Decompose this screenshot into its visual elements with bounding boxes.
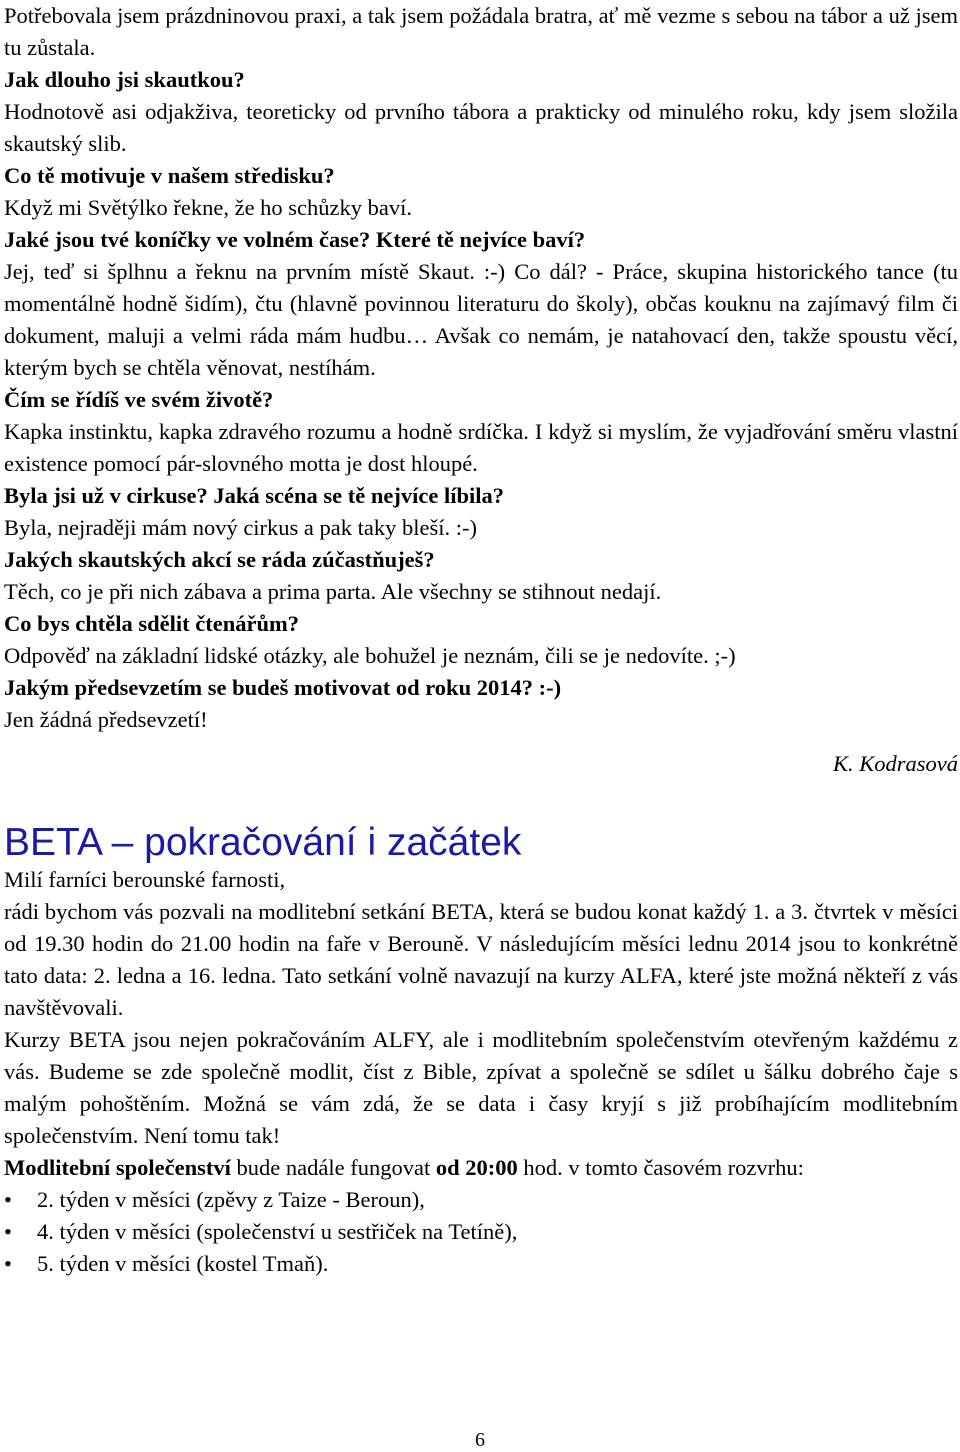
interview-question: Byla jsi už v cirkuse? Jaká scéna se tě nejvíce líbila?: [4, 483, 504, 508]
interview-answer: Kapka instinktu, kapka zdravého rozumu a hodně srdíčka. I když si myslím, že vyjadřování směru vlastní existence pomocí pár-slovného motta je dost hloupé.: [4, 419, 958, 476]
schedule-list: [4, 1184, 958, 1280]
bullet-icon: •: [4, 1219, 12, 1244]
interview-question: Co bys chtěla sdělit čtenářům?: [4, 611, 299, 636]
list-item-text: 4. týden v měsíci (společenství u sestřiček na Tetíně),: [37, 1219, 518, 1244]
page-number: 6: [475, 1429, 485, 1451]
interview-answer: Hodnotově asi odjakživa, teoreticky od prvního tábora a prakticky od minulého roku, kdy jsem složila skautský slib.: [4, 99, 958, 156]
author-signature: K. Kodrasová: [832, 751, 958, 776]
list-item: [4, 1248, 958, 1280]
interview-question: Co tě motivuje v našem středisku?: [4, 163, 335, 188]
paragraph: [4, 1152, 958, 1184]
paragraph: rádi bychom vás pozvali na modlitební setkání BETA, která se budou konat každý 1. a 3. čtvrtek v měsíci od 19.30 hodin do 21.00 hodin na faře v Berouně. V následujícím měsíci lednu 2014 jsou to konkrétně tato data: 2. ledna a 16. ledna. Tato setkání volně navazují na kurzy ALFA, které jste možná někteří z vás navštěvovali.: [4, 899, 958, 1020]
section-heading: BETA – pokračování i začátek: [4, 821, 522, 864]
interview-question: Jak dlouho jsi skautkou?: [4, 67, 245, 92]
text: bude nadále fungovat: [230, 1155, 436, 1180]
interview-answer: Byla, nejraději mám nový cirkus a pak taky bleší. :-): [4, 515, 477, 540]
bold-text: od 20:00: [435, 1155, 518, 1180]
interview-answer: Potřebovala jsem prázdninovou praxi, a tak jsem požádala bratra, ať mě vezme s sebou na tábor a už jsem tu zůstala.: [4, 3, 958, 60]
text: hod. v tomto časovém rozvrhu:: [517, 1155, 804, 1180]
interview-question: Čím se řídíš ve svém životě?: [4, 387, 274, 412]
interview-answer: Jen žádná předsevzetí!: [4, 707, 208, 732]
interview-question: Jakým předsevzetím se budeš motivovat od roku 2014? :-): [4, 675, 562, 700]
list-item: [4, 1184, 958, 1216]
greeting: Milí farníci berounské farnosti,: [4, 867, 286, 892]
interview-answer: Když mi Světýlko řekne, že ho schůzky baví.: [4, 195, 413, 220]
list-item-text: 5. týden v měsíci (kostel Tmaň).: [37, 1251, 329, 1276]
document-page: [4, 0, 958, 1280]
interview-answer: Jej, teď si šplhnu a řeknu na prvním místě Skaut. :-) Co dál? - Práce, skupina historického tance (tu momentálně hodně šidím), čtu (hlavně povinnou literaturu do školy), občas kouknu na zajímavý film či dokument, maluji a velmi ráda mám hudbu… Avšak co nemám, je natahovací den, takže spoustu věcí, kterým bych se chtěla věnovat, nestíhám.: [4, 259, 958, 380]
interview-answer: Těch, co je při nich zábava a prima parta. Ale všechny se stihnout nedají.: [4, 579, 662, 604]
interview: [4, 0, 958, 736]
bold-text: Modlitební společenství: [4, 1155, 231, 1180]
bullet-icon: •: [4, 1251, 12, 1276]
interview-question: Jakých skautských akcí se ráda zúčastňuješ?: [4, 547, 435, 572]
list-item: [4, 1216, 958, 1248]
interview-answer: Odpověď na základní lidské otázky, ale bohužel je neznám, čili se je nedovíte. ;-): [4, 643, 736, 668]
list-item-text: 2. týden v měsíci (zpěvy z Taize - Beroun),: [37, 1187, 425, 1212]
interview-question: Jaké jsou tvé koníčky ve volném čase? Které tě nejvíce baví?: [4, 227, 586, 252]
paragraph: Kurzy BETA jsou nejen pokračováním ALFY, ale i modlitebním společenstvím otevřeným každému z vás. Budeme se zde společně modlit, číst z Bible, zpívat a společně se sdílet u šálku dobrého čaje s malým pohoštěním. Možná se vám zdá, že se data i časy kryjí s již probíhajícím modlitebním společenstvím. Není tomu tak!: [4, 1027, 958, 1148]
bullet-icon: •: [4, 1187, 12, 1212]
